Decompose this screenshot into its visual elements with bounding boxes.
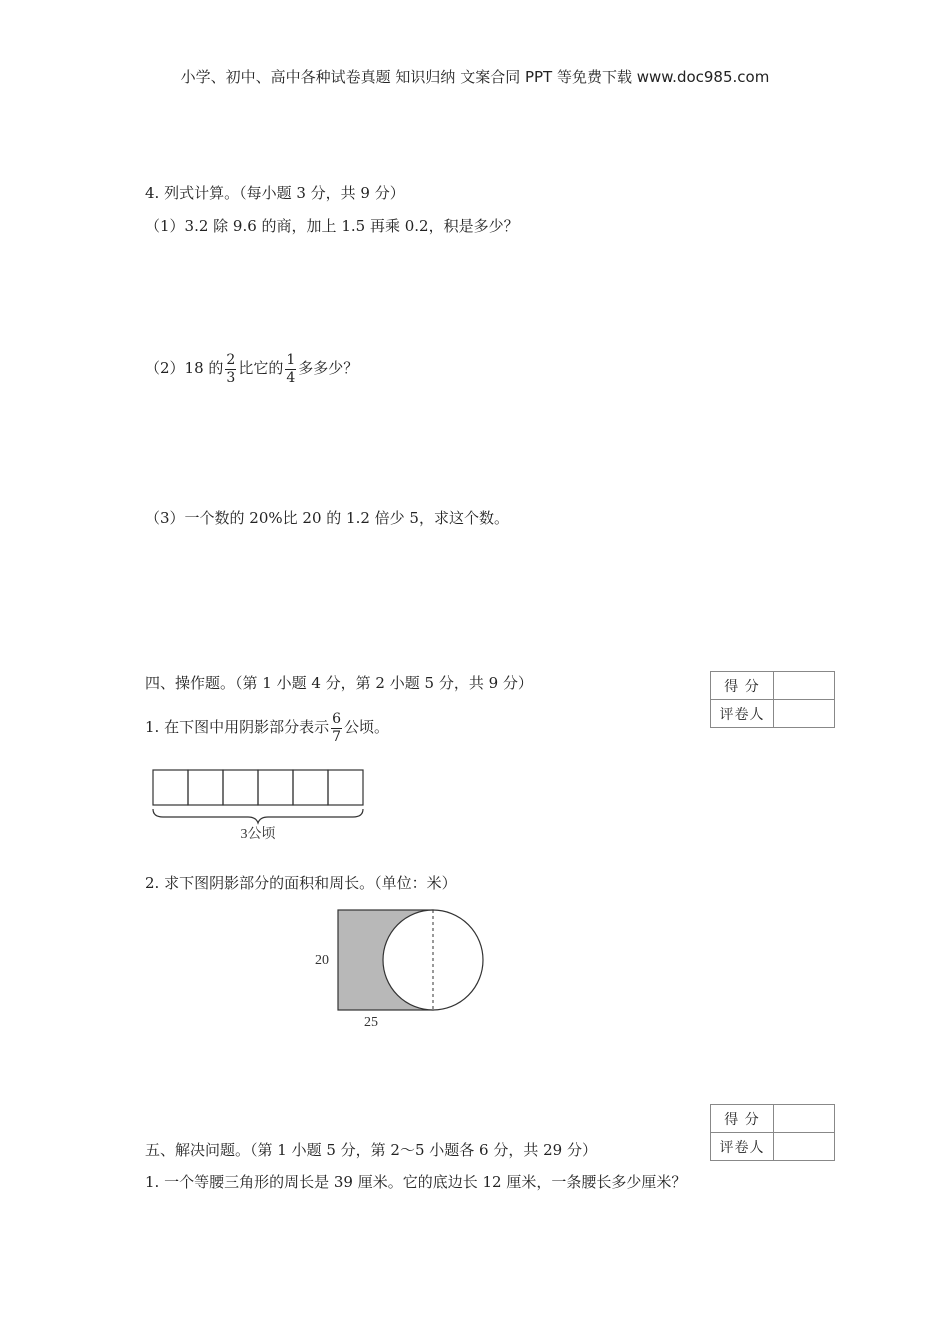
shaded-area-figure: [308, 905, 498, 1035]
section-4-question-2: 2. 求下图阴影部分的面积和周长。（单位：米）: [145, 874, 457, 892]
brace: [153, 809, 363, 823]
box-4[interactable]: [258, 770, 293, 805]
score-field[interactable]: [774, 672, 835, 700]
fraction-numerator: 1: [286, 351, 296, 368]
hectare-boxes-figure: [148, 765, 373, 845]
grader-label: 评卷人: [711, 700, 774, 728]
fraction-denominator: 7: [332, 728, 342, 745]
width-label: 25: [364, 1015, 378, 1030]
question-4-title: 4. 列式计算。（每小题 3 分，共 9 分）: [145, 184, 405, 202]
fraction-numerator: 2: [226, 351, 236, 368]
box-6[interactable]: [328, 770, 363, 805]
item-2-prefix: （2）18 的: [145, 359, 224, 377]
question-4-item-2: [145, 348, 358, 388]
fraction-denominator: 4: [286, 369, 296, 386]
score-label: 得 分: [711, 1105, 774, 1133]
q1-prefix: 1. 在下图中用阴影部分表示: [145, 718, 330, 736]
fraction-numerator: 6: [332, 710, 342, 727]
section-5-score-table: [710, 1104, 835, 1161]
section-4-score-table: [710, 671, 835, 728]
item-2-suffix: 多多少？: [298, 359, 359, 377]
q1-suffix: 公顷。: [344, 718, 390, 736]
height-label: 20: [315, 953, 329, 968]
fraction-six-sevenths: [331, 711, 342, 746]
section-5-question-1: 1. 一个等腰三角形的周长是 39 厘米。它的底边长 12 厘米，一条腰长多少厘米？: [145, 1173, 687, 1191]
section-5-title: 五、解决问题。（第 1 小题 5 分，第 2～5 小题各 6 分，共 29 分）: [145, 1141, 597, 1159]
box-1[interactable]: [153, 770, 188, 805]
box-2[interactable]: [188, 770, 223, 805]
score-field[interactable]: [774, 1105, 835, 1133]
box-5[interactable]: [293, 770, 328, 805]
box-3[interactable]: [223, 770, 258, 805]
question-4-item-1: （1）3.2 除 9.6 的商，加上 1.5 再乘 0.2，积是多少？: [145, 217, 519, 235]
grader-label: 评卷人: [711, 1133, 774, 1161]
page-header: 小学、初中、高中各种试卷真题 知识归纳 文案合同 PPT 等免费下载 www.doc985.com: [180, 68, 770, 86]
fraction-two-thirds: [225, 352, 236, 387]
question-4-item-3: （3）一个数的 20%比 20 的 1.2 倍少 5，求这个数。: [145, 509, 509, 527]
box-row: [153, 770, 363, 805]
fraction-one-quarter: [285, 352, 296, 387]
grader-field[interactable]: [774, 1133, 835, 1161]
section-4-question-1: [145, 707, 389, 747]
section-4-title: 四、操作题。（第 1 小题 4 分，第 2 小题 5 分，共 9 分）: [145, 674, 533, 692]
score-label: 得 分: [711, 672, 774, 700]
grader-field[interactable]: [774, 700, 835, 728]
item-2-middle: 比它的: [238, 359, 284, 377]
fraction-denominator: 3: [226, 369, 236, 386]
figure-label-3-hectares: 3公顷: [240, 827, 276, 842]
